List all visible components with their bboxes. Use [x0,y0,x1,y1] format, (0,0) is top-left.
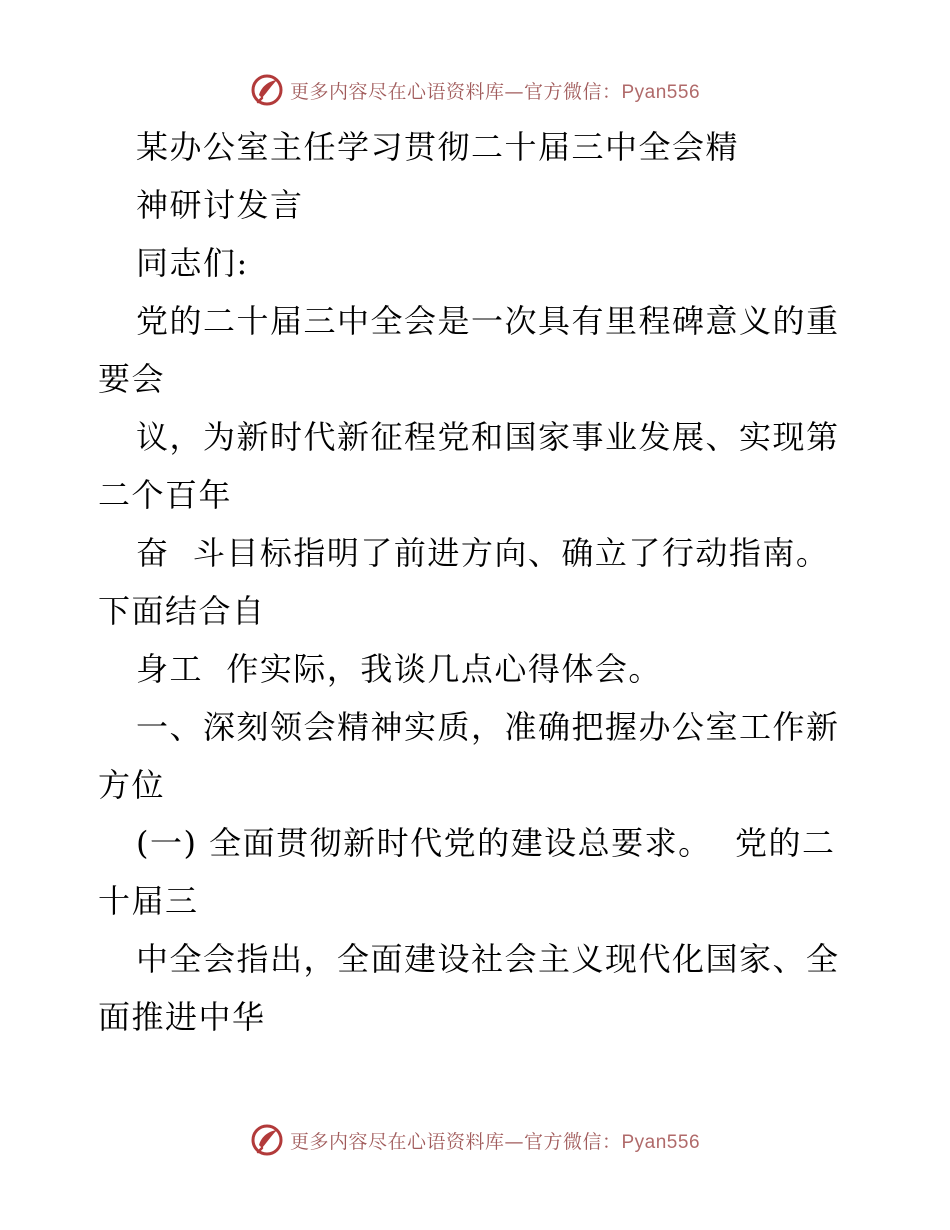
watermark-logo-icon [250,73,284,107]
paragraph-line: 二个百年 [98,476,233,514]
paragraph-line: 身工 作实际，我谈几点心得体会。 [136,650,662,688]
watermark-wechat-id: Pyan556 [621,1131,701,1153]
watermark-text [290,1127,700,1154]
paragraph-line: 党的二十届三中全会是一次具有里程碑意义的重 [136,302,840,340]
watermark-logo-icon [250,1123,284,1157]
paragraph-line: 要会 [98,360,166,398]
section-heading-cont: 方位 [98,766,166,804]
subsection-line: (一) 全面贯彻新时代党的建设总要求。 党的二 [136,824,836,862]
watermark-header [0,70,950,110]
paragraph-line: 奋 斗目标指明了前进方向、确立了行动指南。 [136,534,830,572]
watermark-brand-text: 更多内容尽在心语资料库—官方微信： [289,1130,622,1153]
paragraph-line: 下面结合自 [98,592,266,630]
section-heading: 一、深刻领会精神实质，准确把握办公室工作新 [136,708,840,746]
title-line-1: 某办公室主任学习贯彻二十届三中全会精 [136,128,740,166]
watermark-wechat-id: Pyan556 [621,81,701,103]
paragraph-line: 议，为新时代新征程党和国家事业发展、实现第 [136,418,840,456]
salutation: 同志们: [136,244,249,282]
paragraph-line: 十届三 [98,882,199,920]
watermark-text [290,77,700,104]
paragraph-line: 中全会指出，全面建设社会主义现代化国家、全 [136,940,840,978]
paragraph-line: 面推进中华 [98,998,266,1036]
watermark-footer [0,1120,950,1160]
watermark-brand-text: 更多内容尽在心语资料库—官方微信： [289,80,622,103]
title-line-2: 神研讨发言 [136,186,304,224]
